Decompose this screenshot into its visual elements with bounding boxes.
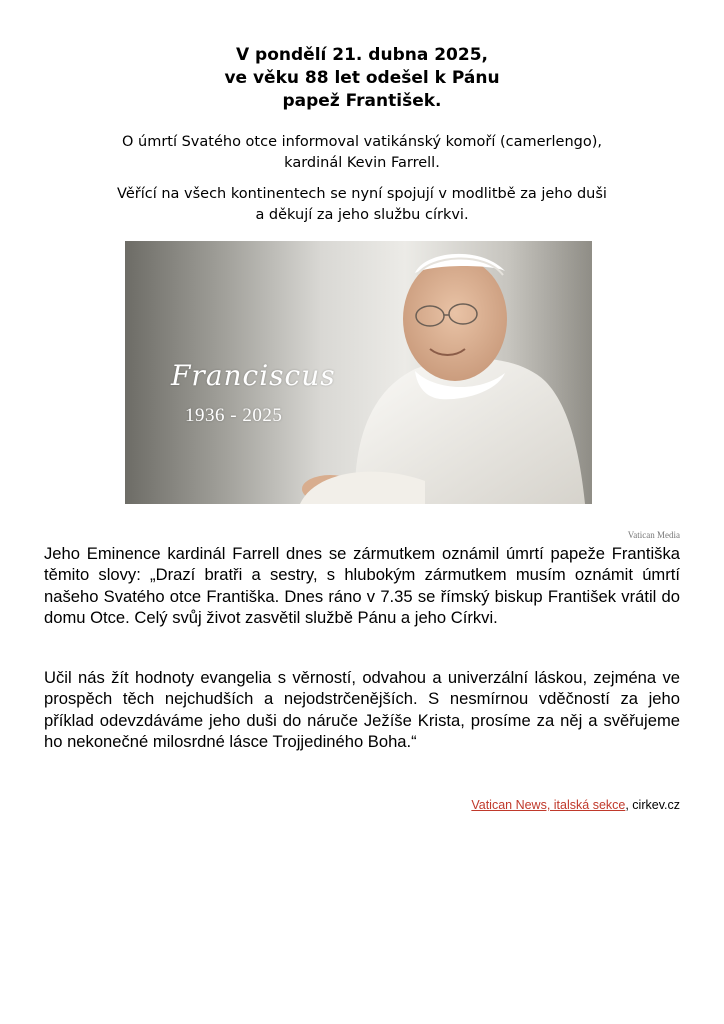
source-cirkev: cirkev.cz bbox=[628, 798, 680, 812]
life-years: 1936 - 2025 bbox=[185, 405, 283, 426]
source-line bbox=[471, 798, 680, 812]
body-paragraph-1: Jeho Eminence kardinál Farrell dnes se zármutkem oznámil úmrtí papeže Františka těmito slovy: „Drazí bratři a sestry, s hlubokým zármutkem musím oznámit úmrtí našeho Svatého otce Františka. Dnes ráno v 7.35 se římský biskup František vrátil do domu Otce. Celý svůj život zasvětil službě Pánu a jeho Církvi. bbox=[44, 544, 680, 628]
signature-franciscus: Franciscus bbox=[171, 359, 336, 392]
intro-2-line-2: a děkují za jeho službu církvi. bbox=[255, 207, 469, 223]
intro-1-line-2: kardinál Kevin Farrell. bbox=[284, 155, 440, 171]
headline bbox=[40, 44, 684, 113]
intro-2-line-1: Věřící na všech kontinentech se nyní spojují v modlitbě za jeho duši bbox=[117, 186, 607, 202]
headline-line-1: V pondělí 21. dubna 2025, bbox=[235, 45, 489, 65]
headline-line-3: papež František. bbox=[282, 91, 442, 111]
photo-credit: Vatican Media bbox=[627, 530, 680, 540]
source-separator: , bbox=[625, 798, 629, 812]
source-link-vatican-news[interactable]: Vatican News, italská sekce bbox=[471, 798, 626, 812]
body-paragraph-2: Učil nás žít hodnoty evangelia s věrností, odvahou a univerzální láskou, zejména ve prospěch těch nejchudších a nejodstrčenějších. S nesmírnou vděčností za jeho příklad odevzdáváme jeho duši do náruče Ježíše Krista, prosíme za něj a svěřujeme ho nekonečné milosrdné lásce Trojjediného Boha.“ bbox=[44, 668, 680, 752]
intro-paragraph-1 bbox=[40, 132, 684, 174]
intro-paragraph-2 bbox=[40, 184, 684, 226]
headline-line-2: ve věku 88 let odešel k Pánu bbox=[224, 68, 500, 88]
intro-1-line-1: O úmrtí Svatého otce informoval vatikánský komoří (camerlengo), bbox=[121, 134, 602, 150]
pope-portrait-photo bbox=[125, 241, 592, 504]
